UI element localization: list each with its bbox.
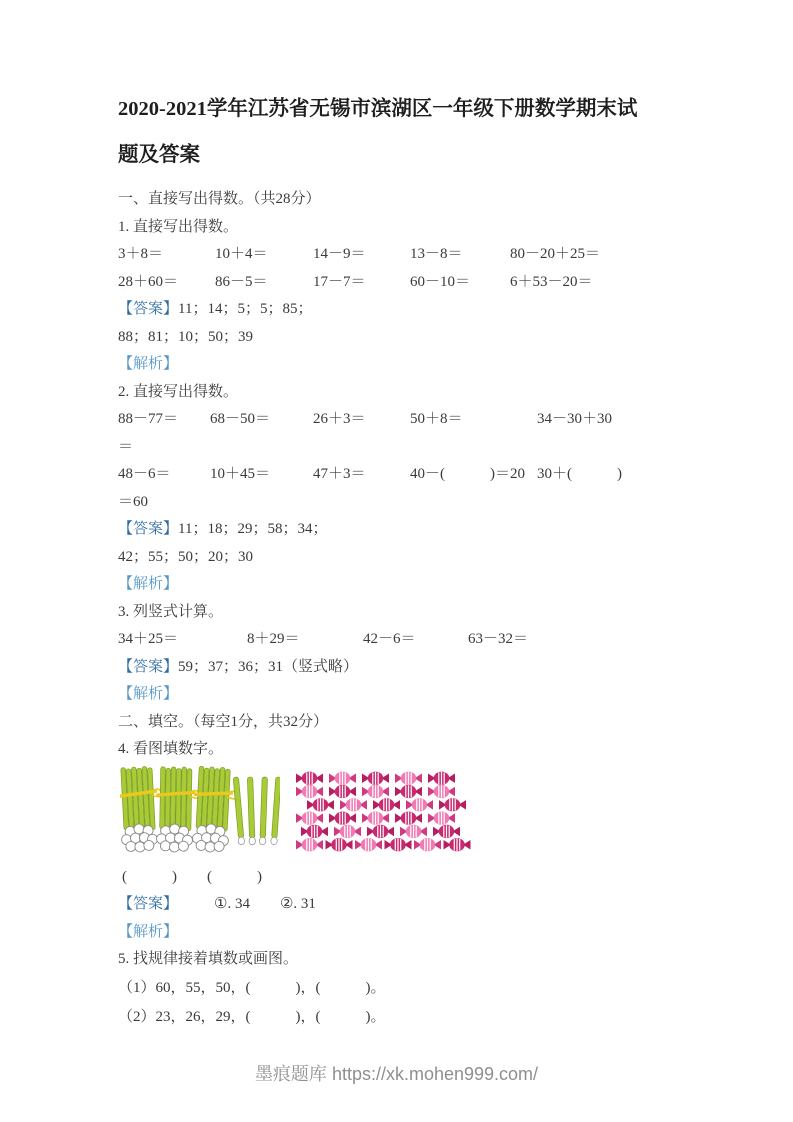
equation: 34＋25＝	[118, 631, 179, 647]
q1-analysis-label: 【解析】	[118, 356, 179, 372]
page-title	[118, 86, 683, 178]
q5-stem: 5. 找规律接着填数或画图。	[118, 951, 299, 967]
equation: 13－8＝	[410, 246, 463, 262]
page-title-line2: 题及答案	[118, 144, 200, 166]
q2-rowB-continuation: ＝60	[118, 493, 149, 510]
equation: 47＋3＝	[313, 466, 366, 482]
answer-label: 【答案】	[118, 896, 179, 912]
answer-label: 【答案】	[118, 658, 179, 675]
q1-stem: 1. 直接写出得数。	[118, 218, 239, 235]
q4-stem: 4. 看图填数字。	[118, 741, 224, 757]
equation: 30＋( )	[537, 466, 622, 482]
q4-blanks: ( ) ( )	[122, 868, 262, 885]
page-title-line1: 2020-2021学年江苏省无锡市滨湖区一年级下册数学期末试	[118, 98, 638, 120]
equation: 6＋53－20＝	[510, 273, 593, 290]
equation: 42－6＝	[363, 631, 416, 647]
q2-analysis-label: 【解析】	[118, 576, 179, 592]
section2-heading: 二、填空。（每空1分，共32分）	[118, 713, 329, 730]
equation: 88－77＝	[118, 411, 179, 427]
equation: 10＋45＝	[210, 466, 271, 482]
footer-link[interactable]: 墨痕题库 https://xk.mohen999.com/	[254, 1064, 539, 1084]
equation: 60－10＝	[410, 273, 471, 290]
equation: 3＋8＝	[118, 246, 164, 262]
q4-figure	[120, 770, 683, 862]
equation: 28＋60＝	[118, 273, 179, 290]
q1-answer-line1	[118, 296, 683, 324]
q3-answer-line	[118, 654, 683, 682]
q2-stem: 2. 直接写出得数。	[118, 383, 239, 400]
equation: 86－5＝	[215, 273, 268, 290]
section1-heading: 一、直接写出得数。（共28分）	[118, 191, 321, 207]
q1-equation-row1	[118, 241, 683, 269]
q2-answer-line2: 42；55；50；20；30	[118, 548, 254, 565]
equation: 17－7＝	[313, 273, 366, 290]
equation: 48－6＝	[118, 466, 171, 482]
equation: 26＋3＝	[313, 411, 366, 427]
q2-equation-rowA	[118, 406, 683, 434]
equation: 50＋8＝	[410, 411, 463, 427]
equation: 40－( )＝20	[410, 466, 525, 482]
q2-equation-rowB	[118, 461, 683, 489]
candies-image	[296, 769, 476, 862]
equation: 63－32＝	[468, 631, 529, 647]
equation: 14－9＝	[313, 246, 366, 262]
answer-values: 11；18；29；58；34；	[178, 521, 328, 537]
equation: 80－20＋25＝	[510, 246, 601, 262]
answer-values: 11；14；5；5；85；	[178, 301, 313, 317]
q1-answer-line2: 88；81；10；50；39	[118, 328, 254, 345]
q4-answer-line	[118, 891, 683, 919]
answer-label: 【答案】	[118, 521, 179, 537]
answer-label: 【答案】	[118, 301, 179, 317]
equation: 8＋29＝	[247, 631, 300, 647]
answer-values: ①. 34 ②. 31	[214, 896, 316, 912]
q2-answer-line1	[118, 516, 683, 544]
answer-values: 59；37；36；31（竖式略）	[178, 658, 359, 675]
q3-analysis-label: 【解析】	[118, 686, 179, 702]
sticks-image	[120, 765, 282, 862]
q5-line2: （2）23，26，29，( )，( )。	[118, 1008, 386, 1025]
q4-analysis-label: 【解析】	[118, 923, 179, 940]
q2-rowA-continuation: ＝	[118, 438, 134, 455]
equation: 34－30＋30	[537, 411, 613, 427]
footer	[0, 1060, 793, 1086]
q1-equation-row2	[118, 269, 683, 297]
q3-equation-row	[118, 626, 683, 654]
equation: 10＋4＝	[215, 246, 268, 262]
q3-stem: 3. 列竖式计算。	[118, 603, 224, 620]
equation: 68－50＝	[210, 411, 271, 427]
q5-line1: （1）60，55，50，( )，( )。	[118, 979, 386, 996]
